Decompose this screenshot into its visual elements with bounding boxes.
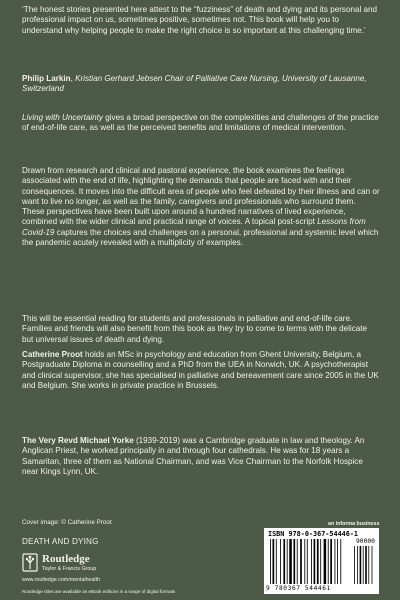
description-text: Drawn from research and clinical and pastoral experience, the book examines the feelings associated with the end of life, highlighting the demands that people are faced with and their consequences. It moves into the difficult area of people who feel defeated by their illness and can or want to live no longer, as well as the family, caregivers and professionals who surround them. These perspectives have been built upon around a hundred narratives of lived experience, combined with the wider clinical and practical range of voices. A topical post-script bbox=[22, 166, 380, 227]
barcode-bar bbox=[360, 546, 362, 584]
ebook-note: Routledge titles are available as eBook editions in a range of digital formats bbox=[22, 589, 176, 594]
barcode-bar bbox=[293, 539, 295, 584]
barcode-bar bbox=[354, 546, 355, 584]
barcode-bar bbox=[368, 546, 369, 584]
author-name-proot: Catherine Proot bbox=[22, 350, 83, 359]
endorsement-attribution: Philip Larkin, Kristian Gerhard Jebsen Chair of Palliative Care Nursing, University of Lausanne, Switzerland bbox=[22, 74, 367, 94]
author-bio-text-yorke: (1939-2019) was a Cambridge graduate in law and theology. An Anglican Priest, he worked principally in and through four cathedrals. He was for 18 years a Samaritan, three of them as National Chairman, and was Vice Chairman to the Norfolk Hospice near Kings Lynn, UK. bbox=[22, 436, 365, 476]
barcode-bar bbox=[273, 539, 275, 584]
barcode-bar bbox=[330, 539, 332, 584]
informa-label: an informa business bbox=[328, 521, 380, 527]
audience-text: This will be essential reading for students and professionals in palliative and end-of-life care. Families and friends will also benefit from this book as they try to come to terms with the delicate but universal issues of death and dying. bbox=[22, 314, 368, 344]
publisher-url: www.routledge.com/mentalhealth bbox=[22, 577, 101, 583]
barcode-bar bbox=[311, 539, 312, 584]
barcode-bar bbox=[307, 539, 308, 584]
publisher-name: Routledge bbox=[42, 553, 90, 565]
addon-barcode-bars bbox=[354, 546, 374, 584]
price-code: 90000 bbox=[356, 538, 375, 545]
audience-paragraph bbox=[22, 314, 380, 345]
barcode-bar bbox=[328, 539, 329, 584]
barcode bbox=[264, 528, 379, 594]
barcode-bar bbox=[357, 546, 358, 584]
author-bio-yorke bbox=[22, 436, 380, 477]
endorser-title: Kristian Gerhard Jebsen Chair of Palliative Care Nursing, University of Lausanne, Switzerland bbox=[22, 74, 367, 94]
barcode-bar bbox=[270, 539, 271, 584]
barcode-bar bbox=[304, 539, 305, 584]
endorser-name: Philip Larkin bbox=[22, 74, 71, 83]
barcode-bar bbox=[314, 539, 316, 584]
barcode-bar bbox=[276, 539, 277, 584]
barcode-bar bbox=[300, 539, 302, 584]
barcode-bar bbox=[280, 539, 281, 584]
publisher-logo bbox=[22, 553, 162, 575]
barcode-bar bbox=[340, 539, 341, 584]
author-name-yorke: The Very Revd Michael Yorke bbox=[22, 436, 134, 445]
barcode-bar bbox=[297, 539, 298, 584]
barcode-bar bbox=[289, 539, 292, 584]
barcode-bar bbox=[363, 546, 364, 584]
description-text-after: captures the choices and challenges on a personal, professional and systemic level which the pandemic acutely revealed with a multiplicity of examples. bbox=[22, 227, 379, 248]
barcode-bar bbox=[283, 539, 285, 584]
barcode-bar bbox=[324, 539, 327, 584]
author-bio-text-proot: holds an MSc in psychology and education from Ghent University, Belgium, a Postgraduate Diploma in counselling and a PhD from the UEA in Norwich, UK. A psychotherapist and clinical supervisor, she has specialised in palliative and bereavement care since 2005 in the UK and Belgium. She works in private practice in Brussels. bbox=[22, 350, 379, 390]
barcode-bar bbox=[335, 539, 336, 584]
quote-text: ‘The honest stories presented here attest to the “fuzziness” of death and dying and its personal and professional impact on us, sometimes positive, sometimes not. This book will help you to understand why helping people to make the right choice is so important at this challenging time.’ bbox=[22, 5, 377, 35]
postscript-title: Lessons from Covid-19 bbox=[22, 217, 366, 237]
ean-barcode-bars bbox=[270, 539, 350, 584]
ean-digits: 9 780367 544461 bbox=[266, 585, 331, 592]
intro-paragraph bbox=[22, 113, 380, 134]
description-paragraph bbox=[22, 166, 380, 248]
barcode-bar bbox=[320, 539, 321, 584]
intro-text: gives a broad perspective on the complexities and challenges of the practice of end-of-life care, as well as the perceived benefits and limitations of medical intervention. bbox=[22, 113, 379, 133]
barcode-bar bbox=[287, 539, 288, 584]
isbn-number: ISBN 978-0-367-54446-1 bbox=[268, 530, 359, 538]
routledge-tree-logo-icon bbox=[22, 553, 38, 572]
barcode-bar bbox=[372, 546, 373, 584]
endorsement-quote bbox=[22, 5, 380, 36]
barcode-bar bbox=[365, 546, 367, 584]
publisher-tagline: Taylor & Francis Group bbox=[42, 566, 97, 572]
book-title: Living with Uncertainty bbox=[22, 113, 103, 122]
subject-category: DEATH AND DYING bbox=[22, 537, 99, 546]
author-bio-proot bbox=[22, 350, 380, 391]
cover-credit: Cover image: © Catherine Proot bbox=[22, 519, 112, 526]
barcode-bar bbox=[337, 539, 338, 584]
barcode-bar bbox=[317, 539, 319, 584]
